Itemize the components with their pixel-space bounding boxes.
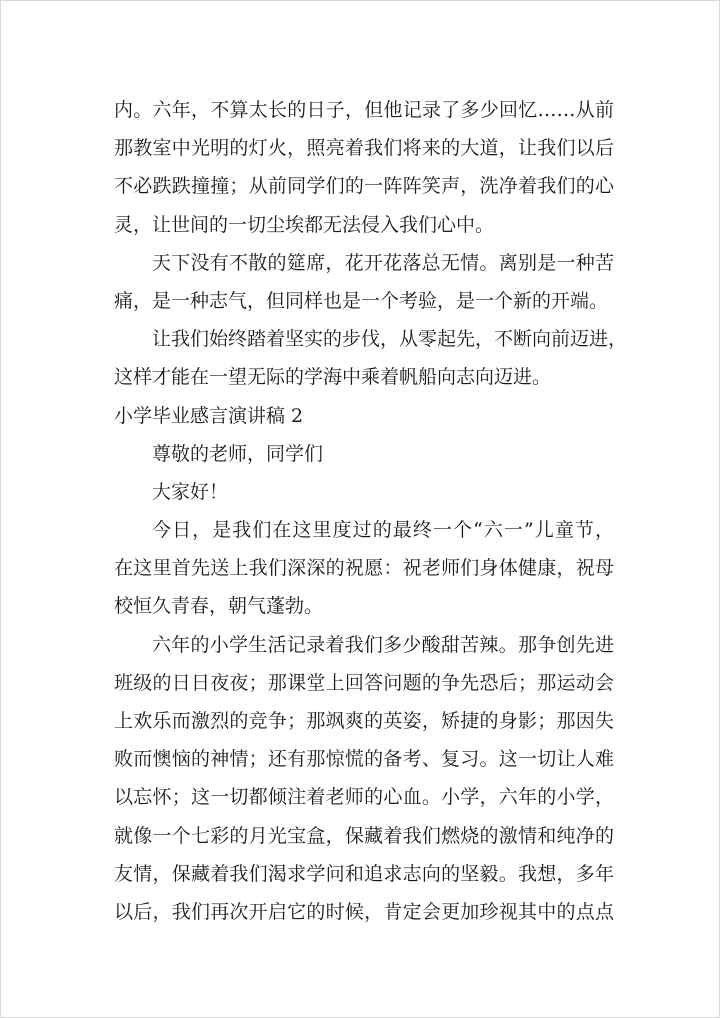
paragraph-greeting — [114, 473, 614, 511]
paragraph-salutation — [114, 435, 614, 473]
text-line: 内。六年，不算太长的日子，但他记录了多少回忆……从前 — [114, 99, 614, 121]
paragraph-farewell — [114, 244, 614, 320]
paragraph-memories — [114, 91, 614, 244]
text-line: 痛，是一种志气，但同样也是一个考验，是一个新的开端。 — [114, 289, 609, 312]
text-line: 以忘怀；这一切都倾注着老师的心血。小学，六年的小学， — [114, 786, 614, 809]
text-line: 校恒久青春，朝气蓬勃。 — [114, 595, 324, 618]
text-line: 这样才能在一望无际的学海中乘着帆船向志向迈进。 — [114, 366, 552, 389]
text-line: 在这里首先送上我们深深的祝愿：祝老师们身体健康，祝母 — [114, 557, 614, 580]
speech-title: 小学毕业感言演讲稿 2 — [114, 404, 304, 427]
text-line: 大家好！ — [152, 480, 229, 503]
text-line: 灵，让世间的一切尘埃都无法侵入我们心中。 — [114, 213, 495, 236]
document-body — [114, 91, 628, 931]
text-line: 让我们始终踏着坚实的步伐，从零起先，不断向前迈进， — [152, 328, 628, 351]
text-line: 就像一个七彩的月光宝盒，保藏着我们燃烧的激情和纯净的 — [114, 824, 614, 847]
text-line: 上欢乐而激烈的竞争；那飒爽的英姿，矫捷的身影；那因失 — [114, 710, 614, 732]
text-line: 不必跌跌撞撞；从前同学们的一阵阵笑声，洗净着我们的心 — [114, 175, 614, 198]
text-line: 今日，是我们在这里度过的最终一个“六一”儿童节， — [152, 519, 614, 542]
text-line: 六年的小学生活记录着我们多少酸甜苦辣。那争创先进 — [152, 633, 614, 656]
paragraph-progress — [114, 320, 628, 396]
text-line: 天下没有不散的筵席，花开花落总无情。离别是一种苦 — [152, 251, 614, 274]
text-line: 那教室中光明的灯火，照亮着我们将来的大道，让我们以后 — [114, 137, 614, 160]
paragraph-school-life — [114, 626, 614, 932]
text-line: 班级的日日夜夜；那课堂上回答问题的争先恐后；那运动会 — [114, 671, 614, 694]
text-line: 尊敬的老师，同学们 — [152, 442, 324, 465]
text-line: 败而懊恼的神情；还有那惊慌的备考、复习。这一切让人难 — [114, 748, 614, 771]
text-line: 以后，我们再次开启它的时候，肯定会更加珍视其中的点点 — [114, 900, 614, 923]
text-line: 友情，保藏着我们渴求学问和追求志向的坚毅。我想，多年 — [114, 862, 614, 885]
paragraph-childrens-day — [114, 511, 614, 626]
